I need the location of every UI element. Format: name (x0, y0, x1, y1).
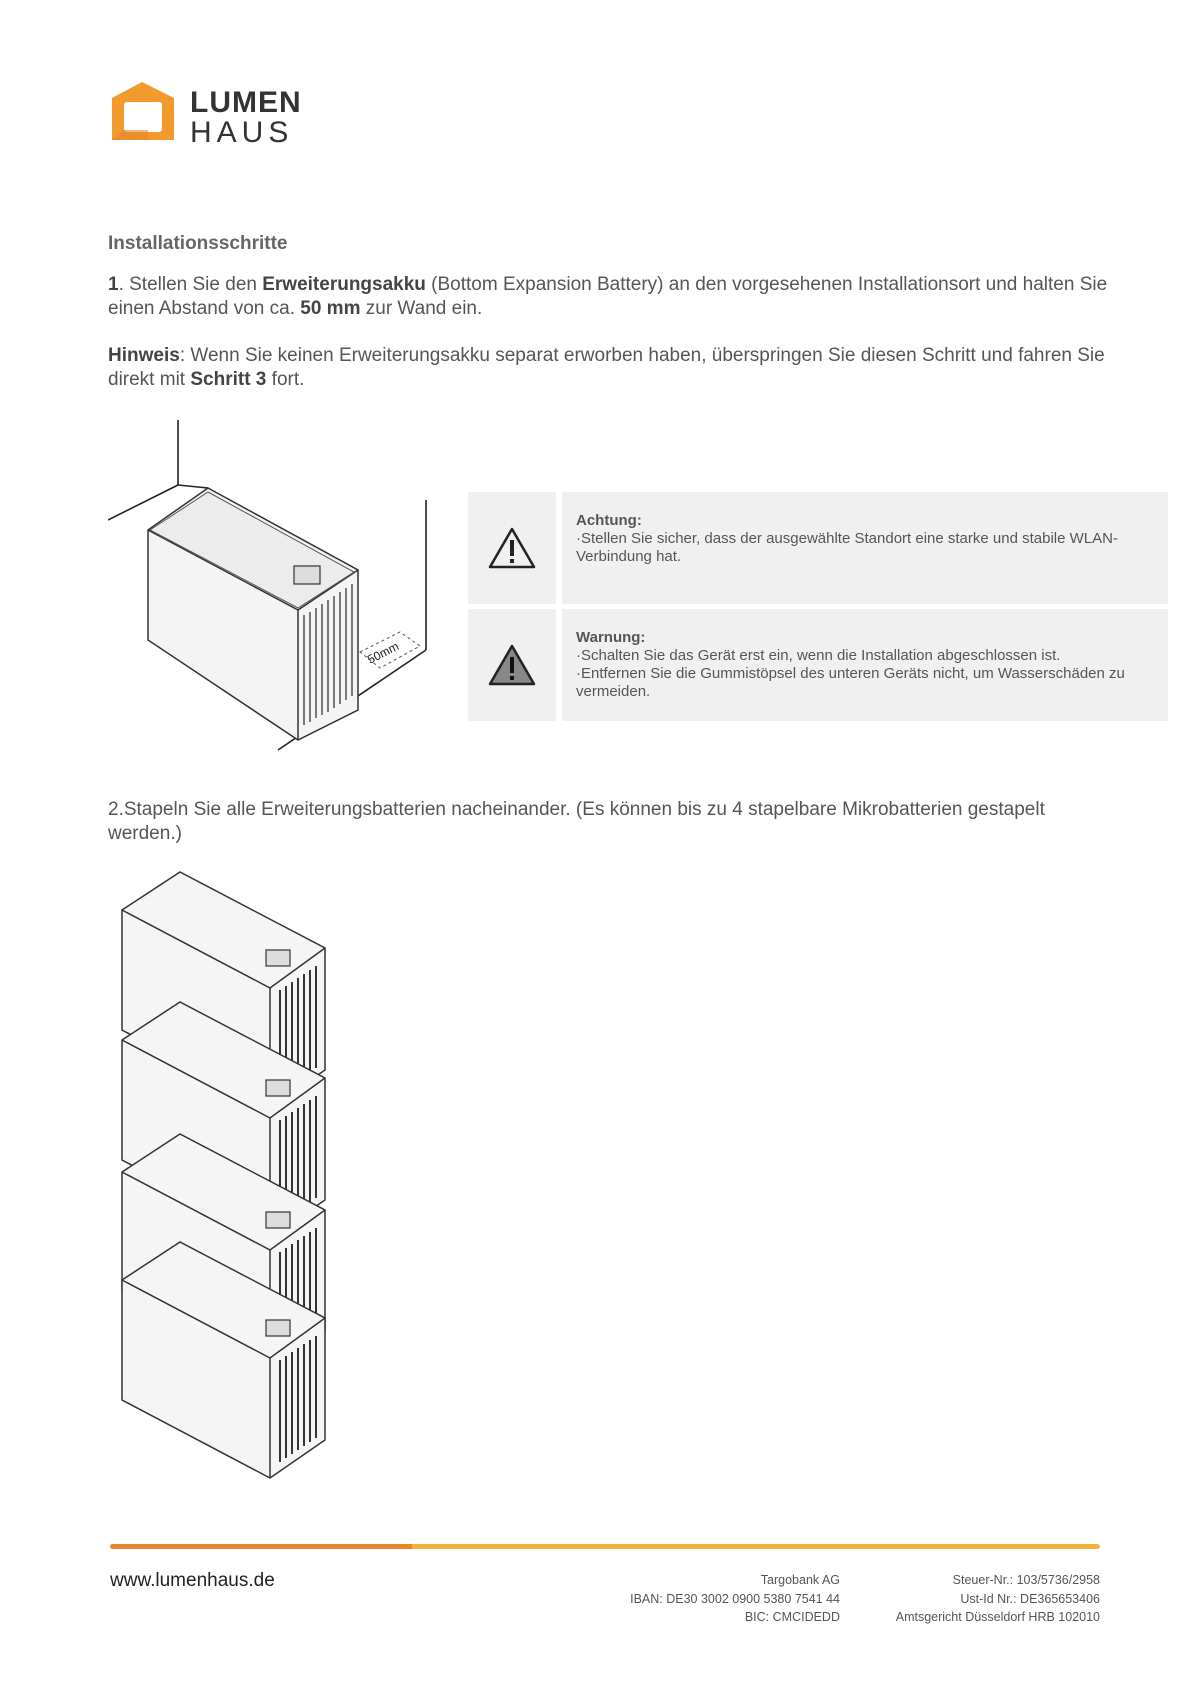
hint-text-b: fort. (266, 369, 305, 390)
notice-text (562, 492, 1168, 604)
footer-divider (110, 1544, 1100, 1549)
hint-label: Hinweis (108, 345, 180, 366)
notice-title: Achtung: (576, 512, 642, 529)
logo-line-1: LUMEN (190, 86, 302, 119)
step-1-bold-b: 50 mm (300, 298, 361, 319)
hint-paragraph (108, 344, 1108, 392)
notice-warnung (468, 609, 1168, 721)
warning-outline-icon (488, 526, 536, 570)
section-title: Installationsschritte (108, 233, 288, 254)
footer-divider-light (412, 1544, 1100, 1549)
notice-line: ·Stellen Sie sicher, dass der ausgewählte Standort eine starke und stabile WLAN-Verbindung hat. (576, 530, 1118, 565)
step-1-text-a: . Stellen Sie den (118, 274, 263, 295)
step-1-paragraph (108, 273, 1108, 321)
logo-line-2: HAUS (190, 116, 294, 149)
footer-bank-info (560, 1571, 840, 1627)
hint-bold: Schritt 3 (190, 369, 267, 390)
step-1-number: 1 (108, 274, 119, 295)
gap-label: 50mm (365, 639, 402, 667)
notice-line: ·Schalten Sie das Gerät erst ein, wenn die Installation abgeschlossen ist. (576, 647, 1061, 664)
footer-website-link[interactable]: www.lumenhaus.de (110, 1570, 275, 1591)
hint-text-a: : Wenn Sie keinen Erweiterungsakku separat erworben haben, überspringen Sie diesen Schritt und fahren Sie direkt mit (108, 345, 1105, 390)
step-1-bold-a: Erweiterungsakku (262, 274, 426, 295)
notice-icon-cell (468, 609, 556, 721)
battery-wall-illustration (108, 420, 438, 752)
notice-line: ·Entfernen Sie die Gummistöpsel des unteren Geräts nicht, um Wasserschäden zu vermeiden. (576, 665, 1125, 700)
footer-vat-id: Ust-Id Nr.: DE365653406 (960, 1591, 1100, 1606)
step-2-paragraph: 2.Stapeln Sie alle Erweiterungsbatterien nacheinander. (Es können bis zu 4 stapelbare Mikrobatterien gestapelt werden.) (108, 799, 1045, 844)
step-1-text-b: (Bottom Expansion Battery) an den vorgesehenen Installationsort und halten Sie einen Abstand von ca. (108, 274, 1108, 319)
footer-bank-name: Targobank AG (760, 1573, 840, 1587)
footer-tax-number: Steuer-Nr.: 103/5736/2958 (952, 1573, 1100, 1587)
notice-text (562, 609, 1168, 721)
logo-house-icon (108, 78, 188, 148)
notice-icon-cell (468, 492, 556, 604)
notice-title: Warnung: (576, 629, 646, 646)
stacked-batteries-illustration (120, 870, 340, 1480)
logo-wordmark (190, 88, 302, 148)
footer-divider-dark (110, 1544, 412, 1549)
warning-filled-icon (488, 643, 536, 687)
footer-tax-info (870, 1571, 1100, 1627)
step-1-text-c: zur Wand ein. (360, 298, 483, 319)
footer-bic: BIC: CMCIDEDD (744, 1610, 840, 1624)
footer-iban: IBAN: DE30 3002 0900 5380 7541 44 (630, 1591, 840, 1606)
notice-achtung (468, 492, 1168, 604)
footer-court-register: Amtsgericht Düsseldorf HRB 102010 (895, 1610, 1100, 1624)
